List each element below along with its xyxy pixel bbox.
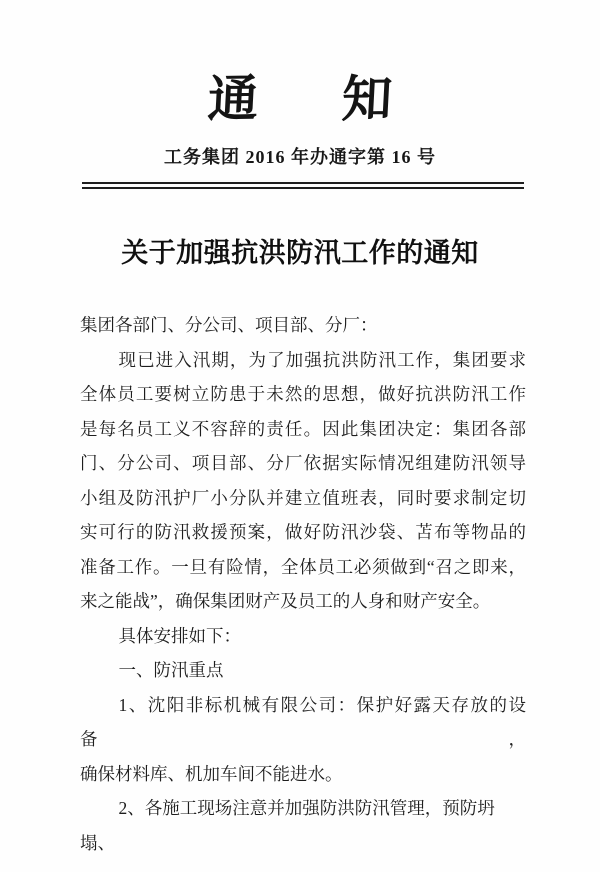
document-line: 全体员工要树立防患于未然的思想，做好抗洪防汛工作 xyxy=(80,384,526,404)
document-line: 小组及防汛护厂小分队并建立值班表，同时要求制定切 xyxy=(80,487,526,508)
calligraphy-char-zhi: 知 xyxy=(340,70,394,128)
document-line: 确保材料库、机加车间不能进水。 xyxy=(80,763,343,784)
document-line: 一、防汛重点 xyxy=(118,660,224,680)
document-line: 来之能战”，确保集团财产及员工的人身和财产安全。 xyxy=(80,591,491,611)
document-line: 准备工作。一旦有险情，全体员工必须做到“召之即来， xyxy=(80,556,526,577)
document-line: 集团各部门、分公司、项目部、分厂： xyxy=(80,315,378,335)
document-line: 具体安排如下： xyxy=(118,625,241,646)
document-line: 2、各施工现场注意并加强防洪防汛管理，预防坍塌、 xyxy=(80,798,495,853)
document-body xyxy=(80,308,526,860)
document-line: 现已进入汛期，为了加强抗洪防汛工作，集团要求 xyxy=(118,349,526,370)
document-line: 实可行的防汛救援预案，做好防汛沙袋、苫布等物品的 xyxy=(80,522,526,542)
document-line: 门、分公司、项目部、分厂依据实际情况组建防汛领导 xyxy=(80,453,526,473)
document-title: 关于加强抗洪防汛工作的通知 xyxy=(121,238,479,268)
document-line: 1、沈阳非标机械有限公司：保护好露天存放的设备， xyxy=(80,694,526,749)
notice-calligraphy-title xyxy=(0,72,600,126)
document-reference-number: 工务集团 2016 年办通字第 16 号 xyxy=(164,147,436,167)
double-rule-divider xyxy=(82,182,524,189)
document-line: 是每名员工义不容辞的责任。因此集团决定：集团各部 xyxy=(80,418,526,439)
calligraphy-char-tong: 通 xyxy=(206,70,260,128)
